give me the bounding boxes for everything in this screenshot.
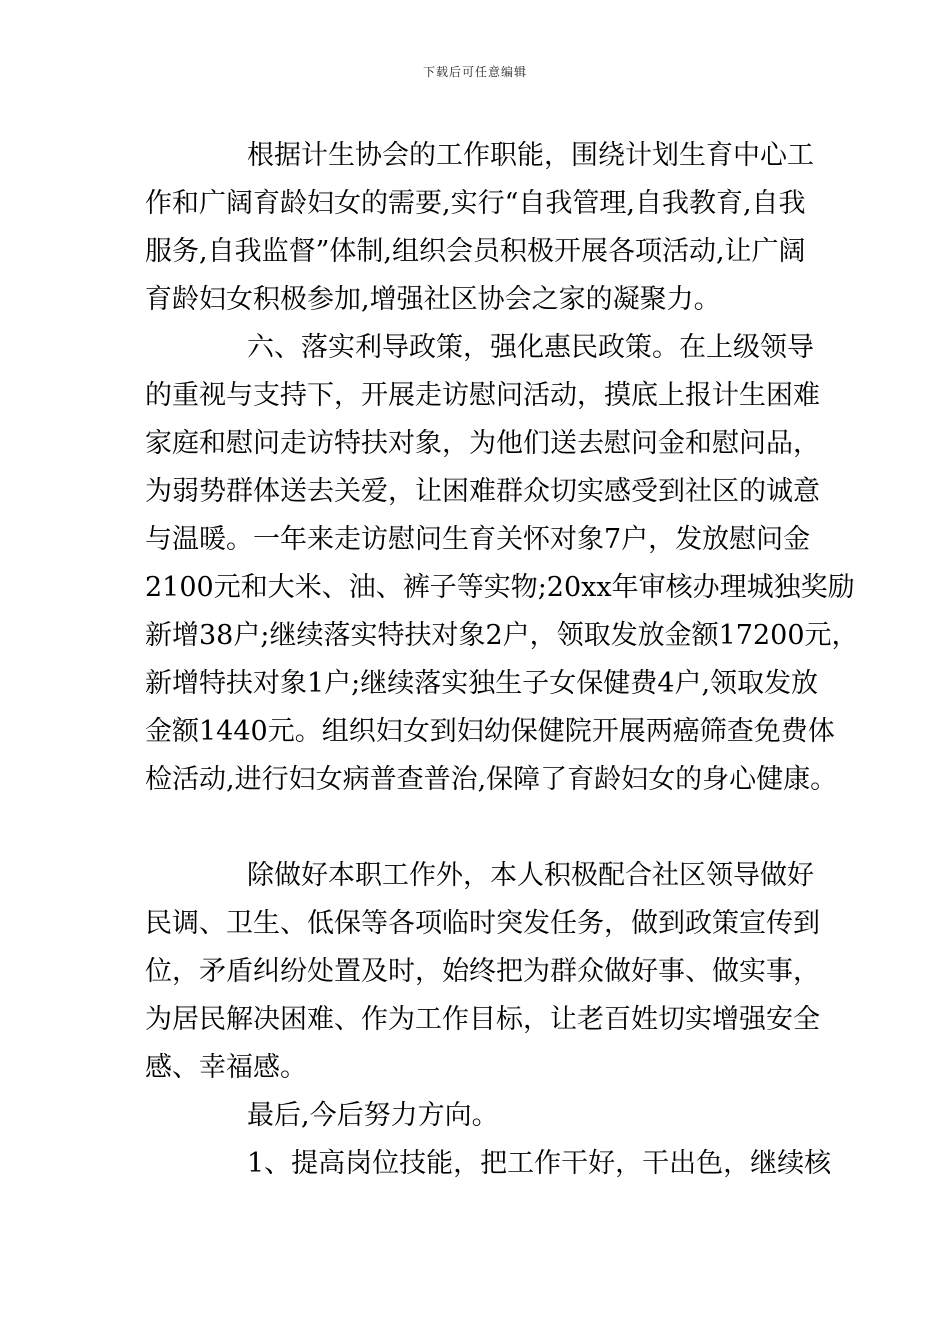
document-body (145, 132, 859, 1188)
text-line: 为居民解决困难、作为工作目标，让老百姓切实增强安全 (145, 1004, 820, 1035)
page-header: 下载后可任意编辑 (422, 65, 527, 79)
text-line: 家庭和慰问走访特扶对象，为他们送去慰问金和慰问品， (145, 428, 820, 459)
paragraph (145, 132, 825, 324)
text-line: 的重视与支持下，开展走访慰问活动，摸底上报计生困难 (145, 380, 820, 411)
text-line: 2100元和大米、油、裤子等实物;20xx年审核办理城独奖励 (145, 572, 855, 603)
text-line: 与温暖。一年来走访慰问生育关怀对象7户，发放慰问金 (145, 524, 811, 555)
text-line: 1、提高岗位技能，把工作干好，干出色，继续核 (247, 1148, 832, 1179)
text-line: 六、落实利导政策，强化惠民政策。在上级领导 (247, 332, 814, 363)
text-line: 根据计生协会的工作职能，围绕计划生育中心工 (247, 140, 814, 171)
text-line: 育龄妇女积极参加,增强社区协会之家的凝聚力。 (145, 284, 721, 315)
text-line: 检活动,进行妇女病普查普治,保障了育龄妇女的身心健康。 (145, 764, 838, 795)
text-line: 民调、卫生、低保等各项临时突发任务，做到政策宣传到 (145, 908, 820, 939)
paragraph-spacer (145, 804, 825, 852)
text-line: 感、幸福感。 (145, 1052, 307, 1083)
text-line: 服务,自我监督”体制,组织会员积极开展各项活动,让广阔 (145, 236, 806, 267)
text-line: 金额1440元。组织妇女到妇幼保健院开展两癌筛查免费体 (145, 716, 835, 747)
paragraph (145, 852, 825, 1092)
text-line: 作和广阔育龄妇女的需要,实行“自我管理,自我教育,自我 (145, 188, 806, 219)
text-line: 为弱势群体送去关爱，让困难群众切实感受到社区的诚意 (145, 476, 820, 507)
text-line: 除做好本职工作外，本人积极配合社区领导做好 (247, 860, 814, 891)
paragraph (145, 1140, 832, 1188)
text-line: 新增38户;继续落实特扶对象2户，领取发放金额17200元， (145, 620, 859, 651)
paragraph (145, 324, 859, 804)
text-line: 位，矛盾纠纷处置及时，始终把为群众做好事、做实事， (145, 956, 820, 987)
paragraph (145, 1092, 825, 1140)
text-line: 最后,今后努力方向。 (247, 1100, 499, 1131)
text-line: 新增特扶对象1户;继续落实独生子女保健费4户,领取发放 (145, 668, 819, 699)
